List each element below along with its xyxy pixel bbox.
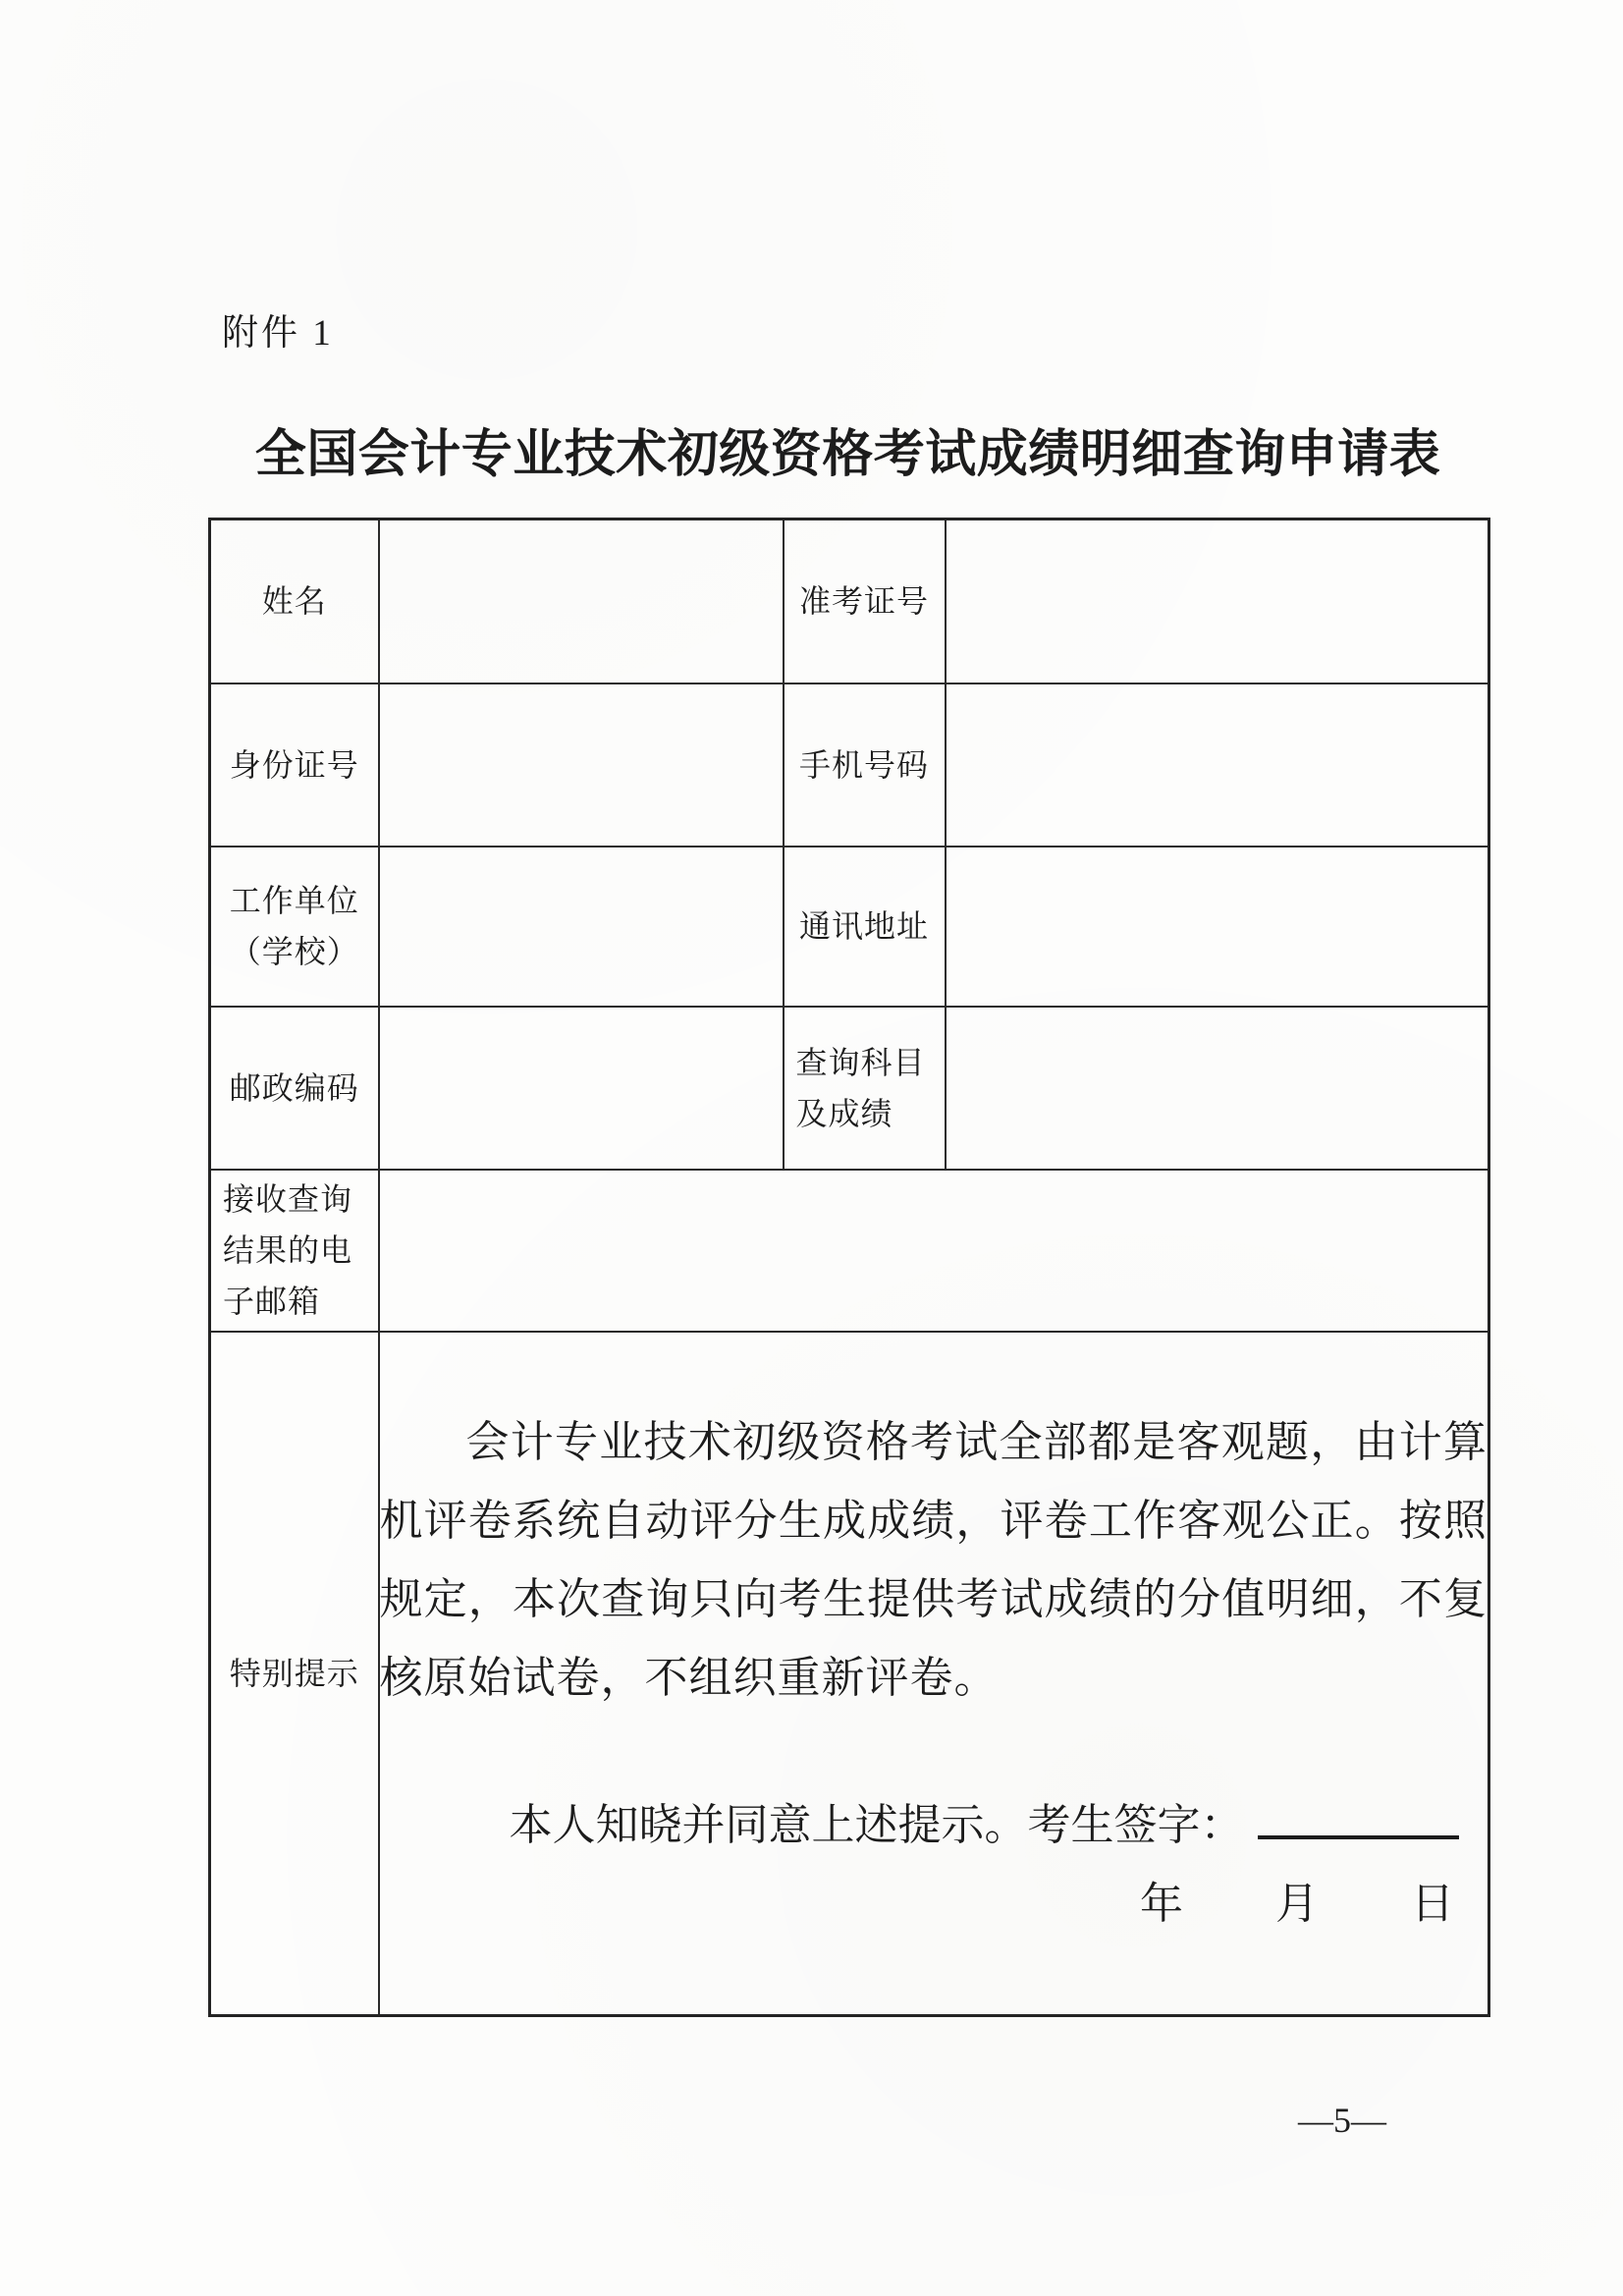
agreement-text: 本人知晓并同意上述提示。考生签字： [509,1800,1244,1849]
field-value-query-subjects [946,1007,1489,1170]
attachment-label: 附件 1 [222,313,334,354]
field-label-text: 准考证号 [798,583,929,620]
field-label-text: 姓名 [261,583,327,620]
field-label-text: 特别提示 [229,1655,359,1691]
field-label-text: 结果的电 [223,1232,353,1268]
field-value-id-number [379,683,784,847]
signature-blank-line [1258,1796,1459,1839]
field-label-address [784,847,946,1007]
document-title: 全国会计专业技术初级资格考试成绩明细查询申请表 [254,427,1441,483]
field-label-query-subjects [784,1007,946,1170]
field-label-text: （学校） [229,934,359,969]
field-value-phone [946,683,1489,847]
field-label-text: 工作单位 [229,883,359,918]
table-row [210,519,1489,683]
page-number: —5— [1298,2101,1386,2140]
field-value-email [379,1170,1489,1332]
table-row [210,1332,1489,2016]
field-label-postal-code [210,1007,379,1170]
field-label-text: 通讯地址 [798,908,929,944]
field-label-email [210,1170,379,1332]
application-form-table [208,518,1490,2017]
field-label-text: 邮政编码 [229,1069,359,1106]
table-row [210,683,1489,847]
table-row [210,1170,1489,1332]
field-label-special-notice [210,1332,379,2016]
field-label-text: 子邮箱 [223,1284,321,1319]
field-label-name [210,519,379,683]
field-label-text: 接收查询 [223,1181,353,1217]
table-row [210,847,1489,1007]
date-line: 年 月 日 [1140,1879,1456,1928]
field-value-workplace [379,847,784,1007]
field-label-text: 及成绩 [795,1095,893,1131]
field-value-address [946,847,1489,1007]
field-label-text: 身份证号 [229,746,359,783]
special-notice-content [379,1332,1489,2016]
field-value-postal-code [379,1007,784,1170]
field-value-exam-id [946,519,1489,683]
field-label-workplace [210,847,379,1007]
field-label-text: 手机号码 [798,746,929,783]
field-label-text: 查询科目 [795,1044,926,1080]
field-label-phone [784,683,946,847]
field-label-id-number [210,683,379,847]
field-value-name [379,519,784,683]
agreement-line [380,1786,1488,1865]
notice-paragraph: 会计专业技术初级资格考试全部都是客观题，由计算机评卷系统自动评分生成成绩，评卷工作客观公正。按照规定，本次查询只向考生提供考试成绩的分值明细，不复核原始试卷，不组织重新评卷。 [379,1417,1488,1702]
field-label-exam-id [784,519,946,683]
table-row [210,1007,1489,1170]
